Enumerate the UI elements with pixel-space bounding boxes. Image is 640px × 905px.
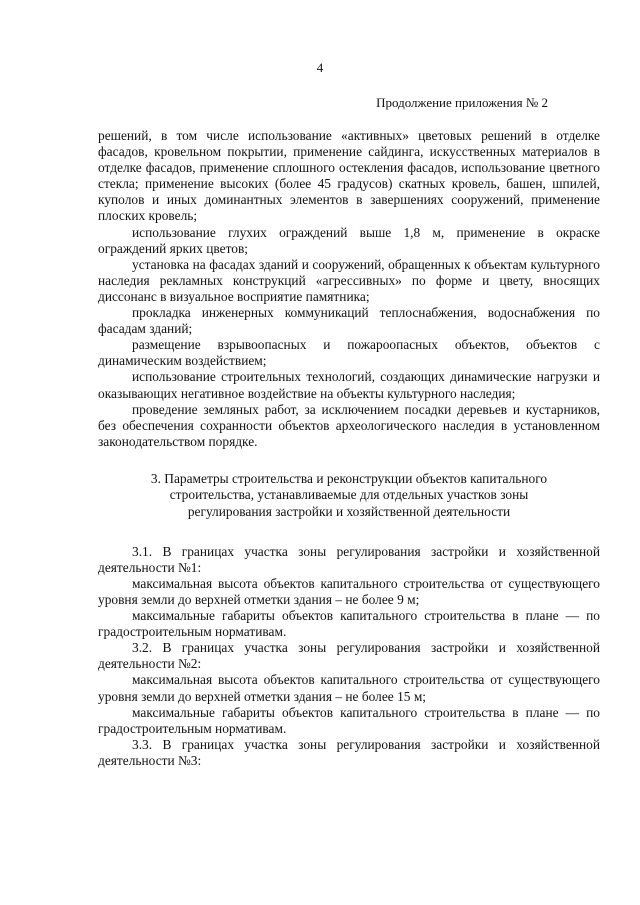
restrictions-list [98, 128, 600, 450]
paragraph: проведение земляных работ, за исключением посадки деревьев и кустарников, без обеспечения сохранности объектов археологического наследия в установленном законодательством порядке. [98, 401, 600, 449]
paragraph: решений, в том числе использование «активных» цветовых решений в отделке фасадов, кровельном покрытии, применение сайдинга, искусственных материалов в отделке фасадов, применение сплошного остекления фасадов, использование цветного стекла; применение высоких (более 45 градусов) скатных кровель, башен, шпилей, куполов и иных доминантных элементов в завершениях сооружений, применение плоских кровель; [98, 128, 600, 224]
document-body [98, 128, 600, 769]
section-heading-line: регулирования застройки и хозяйственной деятельности [187, 504, 511, 520]
paragraph: 3.1. В границах участка зоны регулирования застройки и хозяйственной деятельности №1: [98, 543, 600, 575]
paragraph: использование строительных технологий, создающих динамические нагрузки и оказывающих негативное воздействие на объекты культурного наследия; [98, 369, 600, 401]
paragraph: размещение взрывоопасных и пожароопасных объектов, объектов с динамическим воздействием; [98, 337, 600, 369]
paragraph: максимальные габариты объектов капитального строительства в плане — по градостроительным нормативам. [98, 608, 600, 640]
paragraph: максимальная высота объектов капитального строительства от существующего уровня земли до верхней отметки здания – не более 15 м; [98, 672, 600, 704]
paragraph: установка на фасадах зданий и сооружений, обращенных к объектам культурного наследия рекламных конструкций «агрессивных» по форме и цвету, вносящих диссонанс в визуальное восприятие памятника; [98, 256, 600, 304]
paragraph: максимальная высота объектов капитального строительства от существующего уровня земли до верхней отметки здания – не более 9 м; [98, 575, 600, 607]
paragraph: 3.2. В границах участка зоны регулирования застройки и хозяйственной деятельности №2: [98, 640, 600, 672]
paragraph: использование глухих ограждений выше 1,8 м, применение в окраске ограждений ярких цветов; [98, 224, 600, 256]
paragraph: прокладка инженерных коммуникаций теплоснабжения, водоснабжения по фасадам зданий; [98, 305, 600, 337]
appendix-note: Продолжение приложения № 2 [376, 95, 548, 110]
paragraph: 3.3. В границах участка зоны регулирования застройки и хозяйственной деятельности №3: [98, 736, 600, 768]
zone-parameters-list [98, 544, 600, 769]
section-heading-line: 3. Параметры строительства и реконструкции объектов капитального [150, 470, 548, 486]
section-heading [98, 471, 600, 521]
paragraph: максимальные габариты объектов капитального строительства в плане — по градостроительным нормативам. [98, 704, 600, 736]
page-number: 4 [316, 60, 324, 75]
section-heading-line: строительства, устанавливаемые для отдельных участков зоны [169, 487, 529, 503]
